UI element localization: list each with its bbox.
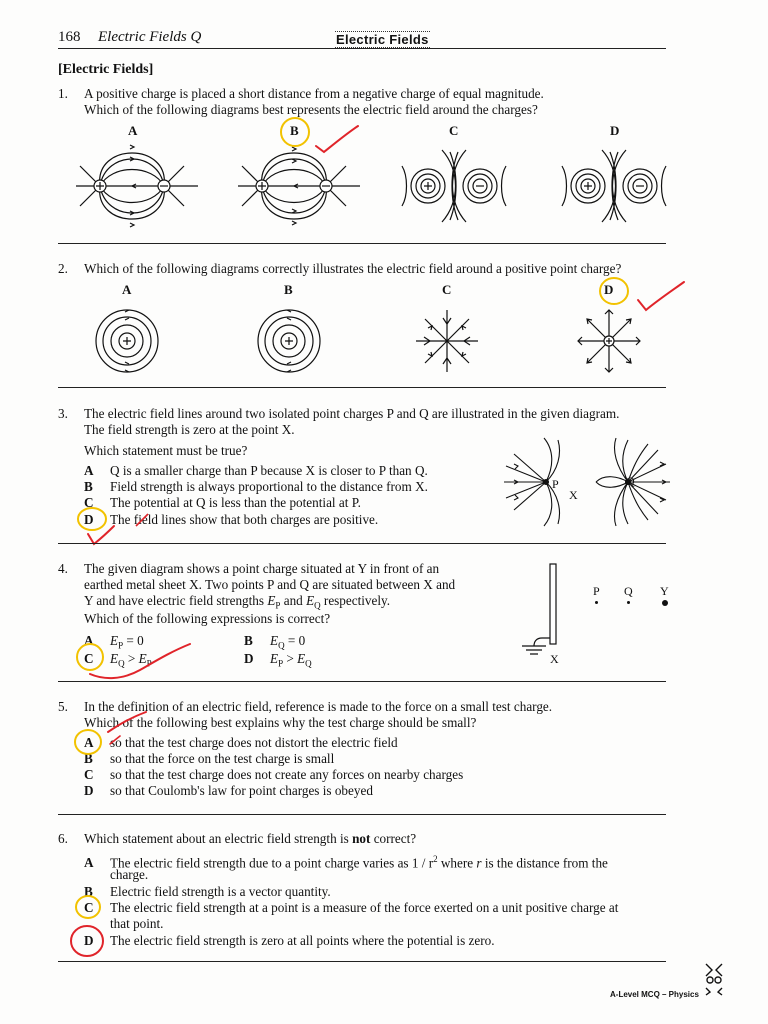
q4-point-p xyxy=(595,601,598,604)
q1-label-d: D xyxy=(610,123,620,138)
q4-point-y xyxy=(662,600,668,606)
q6-line1-a: Which statement about an electric field strength is xyxy=(84,831,353,846)
q3-option-a xyxy=(84,463,428,479)
q4-line1: The given diagram shows a point charge situated at Y in front of an xyxy=(84,561,440,576)
q4-diagram-label-y: Y xyxy=(660,584,669,598)
q5-divider xyxy=(58,814,666,815)
q1-label-c: C xyxy=(449,123,459,138)
q6-option-a-text1: The electric field strength due to a point charge varies as 1 / r xyxy=(110,855,434,871)
q2-answer-circle-d xyxy=(596,276,636,308)
q3-diagram-label-p: P xyxy=(552,477,559,491)
q6-option-d-letter: D xyxy=(84,933,94,948)
q3-divider xyxy=(58,543,666,544)
q4-number: 4. xyxy=(58,561,68,576)
q3-option-c-text: The potential at Q is less than the potential at P. xyxy=(110,495,361,510)
q4-eq-sub: Q xyxy=(314,600,321,611)
q3-diagram-label-q: Q xyxy=(626,474,635,488)
q1-label-b: B xyxy=(290,123,299,138)
q4-option-d xyxy=(244,651,312,672)
q3-option-d-letter: D xyxy=(84,512,94,527)
q4-eq: E xyxy=(306,593,315,608)
footer-text: A-Level MCQ – Physics xyxy=(610,990,699,999)
q3-line3: Which statement must be true? xyxy=(84,443,248,458)
q4-line3-c: respectively. xyxy=(320,593,391,608)
q6-option-d-text: The electric field strength is zero at all points where the potential is zero. xyxy=(110,933,495,948)
q4-option-c-e2: E xyxy=(138,651,147,666)
q3-field-diagram xyxy=(500,436,672,528)
q4-option-a-letter: A xyxy=(84,633,94,648)
q6-option-a-text2: where xyxy=(437,855,477,871)
q6-line1 xyxy=(84,831,416,847)
q6-option-a xyxy=(84,851,608,871)
q4-line3-b: and xyxy=(280,593,307,608)
q4-line4: Which of the following expressions is correct? xyxy=(84,611,331,626)
q3-diagram-label-x: X xyxy=(569,488,578,502)
q3-number: 3. xyxy=(58,406,68,421)
q3-option-d-text: The field lines show that both charges are positive. xyxy=(110,512,379,527)
q6-option-b-letter: B xyxy=(84,884,93,899)
q5-option-d-text: so that Coulomb's law for point charges is obeyed xyxy=(110,783,373,798)
header-rule xyxy=(58,48,666,49)
q2-line1: Which of the following diagrams correctly illustrates the electric field around a positive point charge? xyxy=(84,261,622,276)
q3-line2: The field strength is zero at the point X. xyxy=(84,422,295,437)
q3-option-b-letter: B xyxy=(84,479,93,494)
q4-option-a-sub: P xyxy=(118,640,124,651)
q4-option-b-sub: Q xyxy=(278,640,285,651)
q4-option-a-rel: = 0 xyxy=(123,633,144,648)
q6-option-a-letter: A xyxy=(84,855,94,871)
q4-diagram-label-p: P xyxy=(593,584,600,598)
q4-option-c-letter: C xyxy=(84,651,94,666)
q6-option-b xyxy=(84,884,331,900)
q1-diagram-d xyxy=(558,146,670,226)
q4-option-b-e: E xyxy=(270,633,279,648)
q1-label-a: A xyxy=(128,123,138,138)
running-title: Electric Fields Q xyxy=(98,29,202,45)
q6-option-b-text: Electric field strength is a vector quantity. xyxy=(110,884,331,899)
q6-option-c-cont: that point. xyxy=(110,916,164,931)
q4-line2: earthed metal sheet X. Two points P and Q are situated between X and xyxy=(84,577,456,592)
q4-option-c-rel: > xyxy=(124,651,139,666)
q2-diagram-a xyxy=(94,308,160,374)
q6-line1-not: not xyxy=(352,831,371,846)
q4-option-d-rel: > xyxy=(283,651,298,666)
q4-ep: E xyxy=(267,593,276,608)
q2-label-a: A xyxy=(122,282,132,297)
q5-option-c-text: so that the test charge does not create any forces on nearby charges xyxy=(110,767,464,782)
q5-option-d-letter: D xyxy=(84,783,94,798)
q4-option-c-sub: Q xyxy=(118,658,125,669)
q3-option-d xyxy=(84,512,378,528)
q4-point-q xyxy=(627,601,630,604)
q4-option-c-e: E xyxy=(110,651,119,666)
q6-option-a-r: r xyxy=(476,855,482,871)
q4-option-c-sub2: P xyxy=(146,658,152,669)
q2-divider xyxy=(58,387,666,388)
banner-text: Electric Fields xyxy=(336,32,429,47)
q2-label-c: C xyxy=(442,282,452,297)
q4-option-d-letter: D xyxy=(244,651,254,666)
q6-option-c-text: The electric field strength at a point is a measure of the force exerted on a unit positive charge at xyxy=(110,900,619,915)
q4-ep-sub: P xyxy=(275,600,281,611)
q6-option-a-sup: 2 xyxy=(433,854,438,864)
q3-option-c xyxy=(84,495,361,511)
q3-option-c-letter: C xyxy=(84,495,94,510)
q3-option-a-text: Q is a smaller charge than P because X is closer to P than Q. xyxy=(110,463,428,478)
q5-option-d xyxy=(84,783,373,799)
section-title: [Electric Fields] xyxy=(58,62,154,77)
q6-number: 6. xyxy=(58,831,68,846)
q2-label-b: B xyxy=(284,282,293,297)
q1-diagram-c xyxy=(398,146,510,226)
q5-line2: Which of the following best explains why the test charge should be small? xyxy=(84,715,477,730)
q5-option-c-letter: C xyxy=(84,767,94,782)
q5-option-b xyxy=(84,751,334,767)
q4-option-d-e: E xyxy=(270,651,279,666)
q4-option-b-rel: = 0 xyxy=(284,633,306,648)
q4-earthed-sheet xyxy=(518,560,564,656)
q1-line2: Which of the following diagrams best represents the electric field around the charges? xyxy=(84,102,538,117)
q4-divider xyxy=(58,681,666,682)
q6-option-d xyxy=(84,933,495,949)
page-number: 168 xyxy=(58,29,81,45)
q5-option-a xyxy=(84,735,398,751)
q3-option-b-text: Field strength is always proportional to the distance from X. xyxy=(110,479,428,494)
footer-logo xyxy=(703,962,725,996)
q3-option-a-letter: A xyxy=(84,463,94,478)
q5-option-b-text: so that the force on the test charge is small xyxy=(110,751,335,766)
q1-number: 1. xyxy=(58,86,68,101)
q5-number: 5. xyxy=(58,699,68,714)
q2-diagram-c xyxy=(414,308,480,374)
q6-option-c xyxy=(84,900,618,916)
q2-checkmark xyxy=(636,280,686,314)
q4-option-a-e: E xyxy=(110,633,119,648)
q4-diagram-label-q: Q xyxy=(624,584,633,598)
q2-label-d: D xyxy=(604,282,614,297)
q6-option-a-text3: is the distance from the xyxy=(481,855,608,871)
banner xyxy=(335,31,430,48)
q6-divider xyxy=(58,961,666,962)
q1-diagram-b xyxy=(234,140,364,232)
q6-line1-c: correct? xyxy=(370,831,417,846)
q5-option-b-letter: B xyxy=(84,751,93,766)
q4-option-d-e2: E xyxy=(297,651,306,666)
q4-line3-a: Y and have electric field strengths xyxy=(84,593,268,608)
q2-diagram-d xyxy=(576,308,642,374)
q4-option-b-letter: B xyxy=(244,633,253,648)
q1-diagram-a xyxy=(72,140,202,232)
q6-option-c-letter: C xyxy=(84,900,94,915)
q5-option-c xyxy=(84,767,463,783)
q4-diagram-label-x: X xyxy=(550,652,559,666)
q1-line1: A positive charge is placed a short distance from a negative charge of equal magnitude. xyxy=(84,86,544,101)
q3-line1: The electric field lines around two isolated point charges P and Q are illustrated in the given diagram. xyxy=(84,406,620,421)
q5-option-a-letter: A xyxy=(84,735,94,750)
q6-option-a-cont: charge. xyxy=(110,867,149,882)
q2-number: 2. xyxy=(58,261,68,276)
q4-option-d-sub2: Q xyxy=(305,658,312,669)
q1-divider xyxy=(58,243,666,244)
q5-option-a-text: so that the test charge does not distort the electric field xyxy=(110,735,398,750)
q2-diagram-b xyxy=(256,308,322,374)
q3-option-b xyxy=(84,479,428,495)
q4-option-d-sub: P xyxy=(278,658,284,669)
q5-line1: In the definition of an electric field, reference is made to the force on a small test charge. xyxy=(84,699,553,714)
q4-option-c xyxy=(84,651,152,672)
